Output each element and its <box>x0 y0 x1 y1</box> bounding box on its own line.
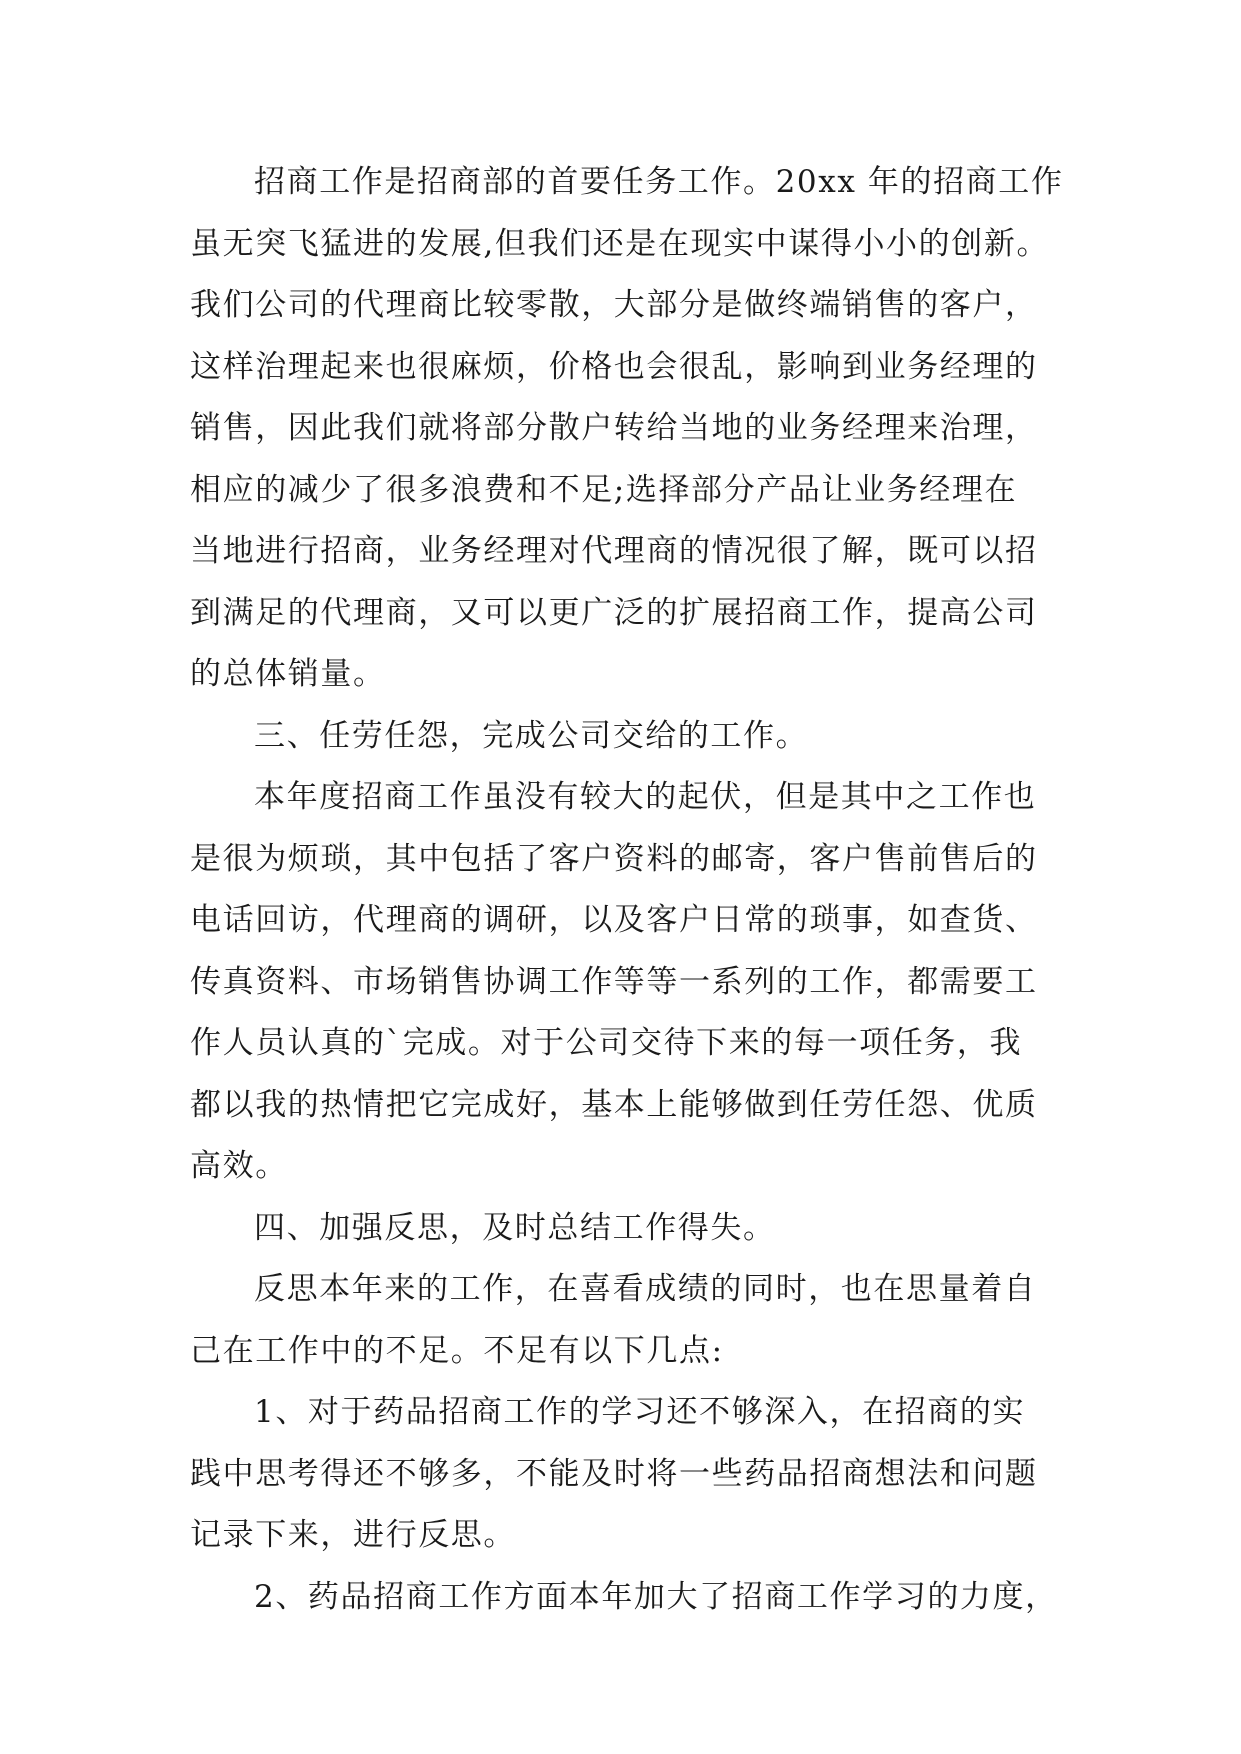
paragraph-line: 虽无突飞猛进的发展,但我们还是在现实中谋得小小的创新。 <box>190 225 1050 262</box>
section-heading: 四、加强反思，及时总结工作得失。 <box>254 1209 776 1246</box>
paragraph-line: 我们公司的代理商比较零散，大部分是做终端销售的客户， <box>190 287 1038 323</box>
list-item-line: 1、对于药品招商工作的学习还不够深入，在招商的实 <box>254 1394 1026 1430</box>
paragraph-line: 的总体销量。 <box>190 656 386 692</box>
paragraph-line: 招商工作是招商部的首要任务工作。20xx 年的招商工作 <box>254 164 1064 200</box>
document-body <box>190 152 1070 1628</box>
paragraph-line: 高效。 <box>190 1148 288 1184</box>
paragraph-line: 相应的减少了很多浪费和不足;选择部分产品让业务经理在 <box>190 471 1018 508</box>
section-heading: 三、任劳任怨，完成公司交给的工作。 <box>254 717 809 754</box>
paragraph-line: 这样治理起来也很麻烦，价格也会很乱，影响到业务经理的 <box>190 348 1038 385</box>
paragraph-line: 传真资料、市场销售协调工作等等一系列的工作，都需要工 <box>190 963 1038 1000</box>
paragraph-line: 当地进行招商，业务经理对代理商的情况很了解，既可以招 <box>190 533 1038 569</box>
list-item-line: 2、药品招商工作方面本年加大了招商工作学习的力度， <box>254 1578 1058 1615</box>
list-item-line: 践中思考得还不够多，不能及时将一些药品招商想法和问题 <box>190 1455 1038 1492</box>
paragraph-line: 都以我的热情把它完成好，基本上能够做到任劳任怨、优质 <box>190 1086 1038 1123</box>
paragraph-line: 反思本年来的工作，在喜看成绩的同时，也在思量着自 <box>254 1271 1037 1307</box>
paragraph-line: 电话回访，代理商的调研，以及客户日常的琐事，如查货、 <box>190 902 1038 938</box>
paragraph-line: 己在工作中的不足。不足有以下几点: <box>190 1332 724 1369</box>
list-item-line: 记录下来，进行反思。 <box>190 1517 516 1553</box>
paragraph-line: 销售，因此我们就将部分散户转给当地的业务经理来治理， <box>190 410 1038 446</box>
paragraph-line: 到满足的代理商，又可以更广泛的扩展招商工作，提高公司 <box>190 594 1038 631</box>
paragraph-line: 作人员认真的`完成。对于公司交待下来的每一项任务，我 <box>190 1025 1023 1061</box>
paragraph-line: 是很为烦琐，其中包括了客户资料的邮寄，客户售前售后的 <box>190 840 1038 877</box>
paragraph-line: 本年度招商工作虽没有较大的起伏，但是其中之工作也 <box>254 779 1037 815</box>
